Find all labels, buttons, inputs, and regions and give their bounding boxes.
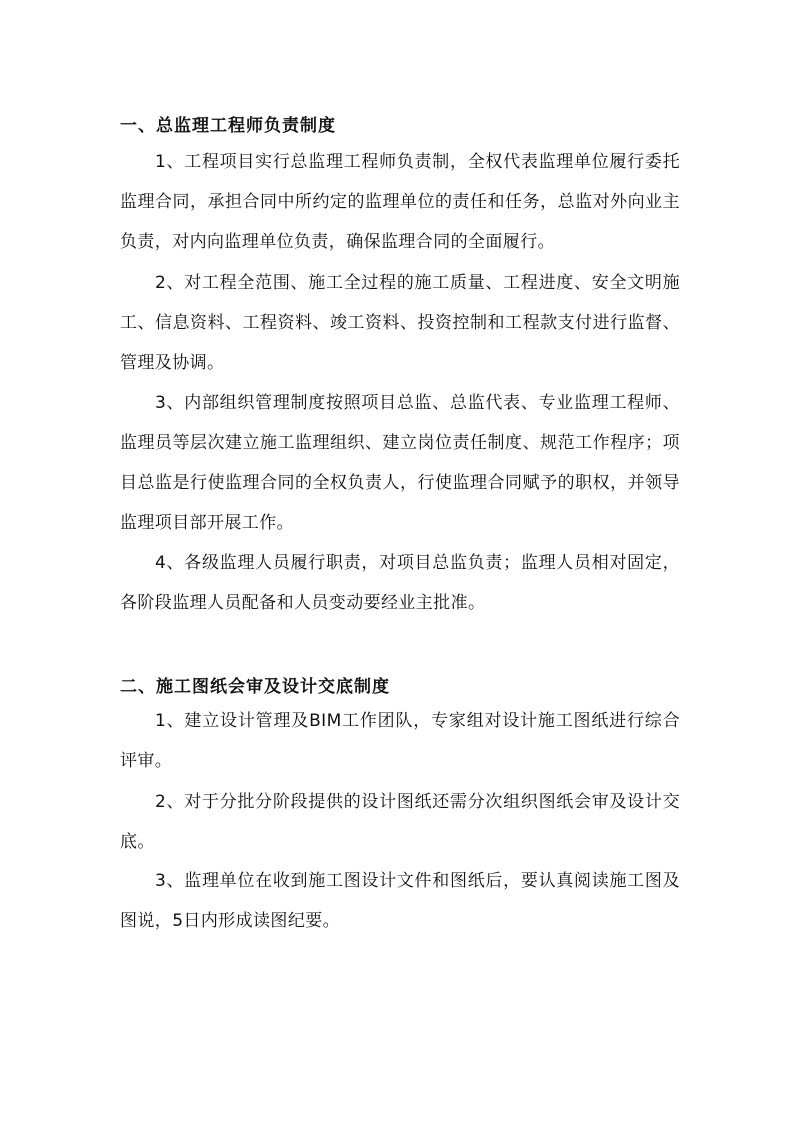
paragraph-2-3: 3、监理单位在收到施工图设计文件和图纸后，要认真阅读施工图及图说，5日内形成读图纪要。: [120, 871, 680, 931]
section-heading-1: 一、总监理工程师负责制度: [120, 116, 336, 136]
paragraph-1-3: 3、内部组织管理制度按照项目总监、总监代表、专业监理工程师、监理员等层次建立施工监理组织、建立岗位责任制度、规范工作程序；项目总监是行使监理合同的全权负责人，行使监理合同赋予的职权，并领导监理项目部开展工作。: [120, 393, 680, 533]
paragraph-2-2: 2、对于分批分阶段提供的设计图纸还需分次组织图纸会审及设计交底。: [120, 792, 680, 852]
paragraph-1-2: 2、对工程全范围、施工全过程的施工质量、工程进度、安全文明施工、信息资料、工程资料、竣工资料、投资控制和工程款支付进行监督、管理及协调。: [120, 273, 680, 373]
paragraph-2-1: 1、建立设计管理及BIM工作团队，专家组对设计施工图纸进行综合评审。: [120, 711, 680, 771]
section-heading-2: 二、施工图纸会审及设计交底制度: [120, 677, 390, 697]
paragraph-1-1: 1、工程项目实行总监理工程师负责制，全权代表监理单位履行委托监理合同，承担合同中所约定的监理单位的责任和任务，总监对外向业主负责，对内向监理单位负责，确保监理合同的全面履行。: [120, 152, 680, 252]
paragraph-1-4: 4、各级监理人员履行职责，对项目总监负责；监理人员相对固定，各阶段监理人员配备和人员变动要经业主批准。: [120, 553, 680, 613]
